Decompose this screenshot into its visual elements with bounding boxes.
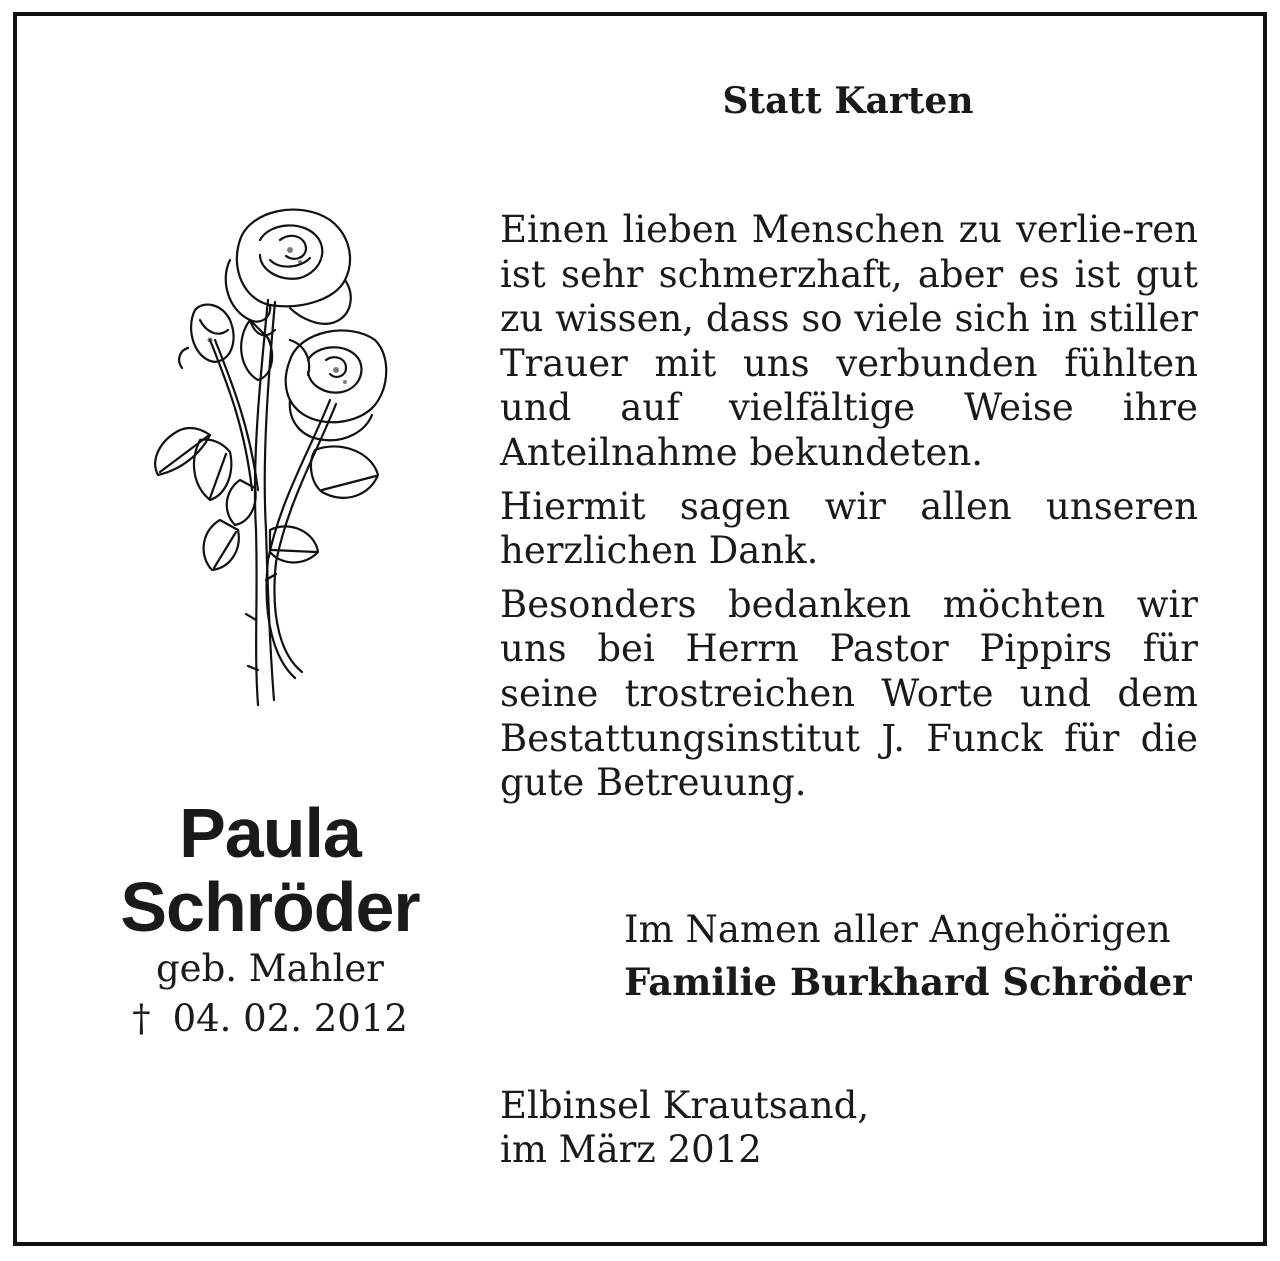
- place-date: im März 2012: [500, 1128, 762, 1171]
- signature-line: Im Namen aller Angehörigen: [624, 908, 1171, 951]
- paragraph-thanks-special: Besonders bedanken möchten wir uns bei Herrn Pastor Pippirs für seine trostreichen Worte und dem Bestattungsinstitut J. Funck für die gute Betreuung.: [500, 582, 1198, 805]
- signature-family: Familie Burkhard Schröder: [624, 960, 1192, 1004]
- deceased-block: [70, 796, 470, 1046]
- paragraph-thanks-all: Hiermit sagen wir allen unseren herzlichen Dank.: [500, 484, 1198, 573]
- deceased-last-name: Schröder: [120, 868, 420, 946]
- signature-block: [624, 904, 1204, 1008]
- roses-illustration: [140, 200, 390, 720]
- notice-body: [500, 208, 1198, 815]
- place-date-block: [500, 1084, 1100, 1172]
- paragraph-thanks-intro: Einen lieben Menschen zu verlie-ren ist sehr schmerzhaft, aber es ist gut zu wissen, dass so viele sich in stiller Trauer mit uns verbunden fühlten und auf vielfältige Weise ihre Anteilnahme bekundeten.: [500, 208, 1198, 474]
- death-date-value: 04. 02. 2012: [172, 997, 408, 1040]
- notice-heading: Statt Karten: [722, 80, 974, 122]
- deceased-birth-name: geb. Mahler: [156, 947, 384, 990]
- place-location: Elbinsel Krautsand,: [500, 1084, 870, 1127]
- deceased-first-name: Paula: [179, 794, 361, 872]
- cross-icon: †: [132, 997, 151, 1040]
- deceased-death-date: [70, 992, 470, 1046]
